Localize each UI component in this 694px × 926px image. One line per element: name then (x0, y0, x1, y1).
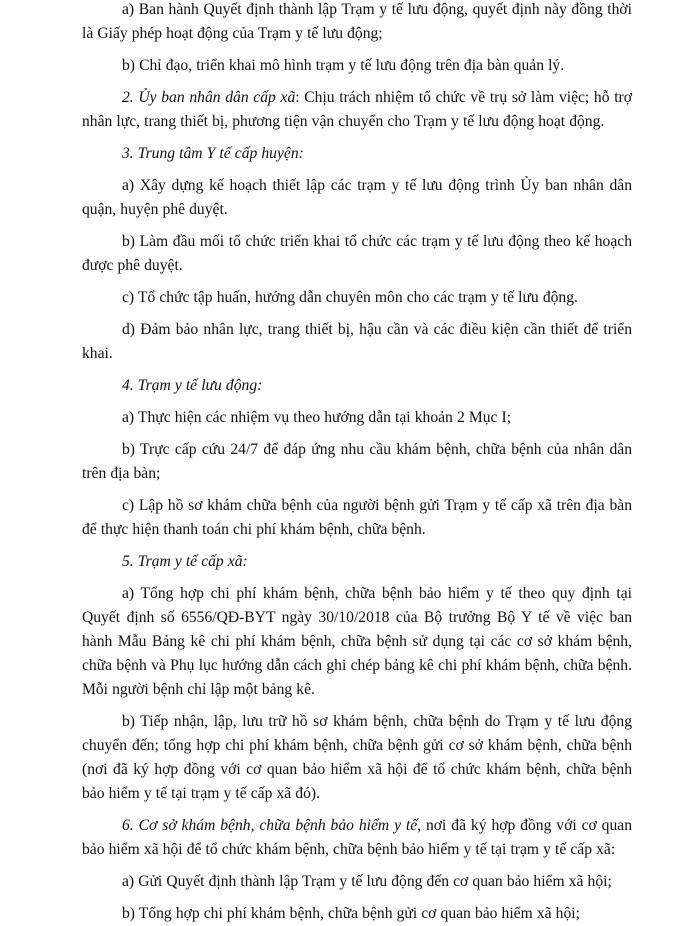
paragraph-3b: b) Làm đầu mối tổ chức triển khai tổ chức các trạm y tế lưu động theo kế hoạch được phê duyệt. (82, 233, 632, 274)
paragraph-section-4-heading (82, 374, 632, 398)
paragraph-1b: b) Chỉ đạo, triển khai mô hình trạm y tế lưu động trên địa bàn quản lý. (122, 57, 565, 74)
paragraph-1a: a) Ban hành Quyết định thành lập Trạm y tế lưu động, quyết định này đồng thời là Giấy phép hoạt động của Trạm y tế lưu động; (82, 1, 632, 42)
paragraph-3a: a) Xây dựng kế hoạch thiết lập các trạm y tế lưu động trình Ủy ban nhân dân quận, huyện phê duyệt. (82, 177, 632, 218)
section-6-heading: 6. Cơ sở khám bệnh, chữa bệnh bảo hiểm y tế (122, 817, 418, 834)
section-4-heading: 4. Trạm y tế lưu động: (122, 377, 263, 394)
section-3-heading: 3. Trung tâm Y tế cấp huyện: (122, 145, 304, 162)
paragraph-4c: c) Lập hồ sơ khám chữa bệnh của người bệnh gửi Trạm y tế cấp xã trên địa bàn để thực hiện thanh toán chi phí khám bệnh, chữa bệnh. (82, 497, 632, 538)
section-5-heading: 5. Trạm y tế cấp xã: (122, 553, 248, 570)
paragraph-4b: b) Trực cấp cứu 24/7 để đáp ứng nhu cầu khám bệnh, chữa bệnh của nhân dân trên địa bàn; (82, 441, 632, 482)
paragraph-section-3-heading (82, 142, 632, 166)
section-2-heading: 2. Ủy ban nhân dân cấp xã (122, 89, 296, 106)
paragraph-4a: a) Thực hiện các nhiệm vụ theo hướng dẫn tại khoản 2 Mục I; (122, 409, 512, 426)
paragraph-5b: b) Tiếp nhận, lập, lưu trữ hồ sơ khám bệnh, chữa bệnh do Trạm y tế lưu động chuyển đến; tổng hợp chi phí khám bệnh, chữa bệnh gửi cơ sở khám bệnh, chữa bệnh (nơi đã ký hợp đồng với cơ quan bảo hiểm xã hội để tổ chức khám bệnh, chữa bệnh bảo hiểm y tế tại trạm y tế cấp xã đó). (82, 713, 632, 802)
paragraph-6b: b) Tổng hợp chi phí khám bệnh, chữa bệnh gửi cơ quan bảo hiểm xã hội; (122, 905, 580, 922)
paragraph-section-5-heading (82, 550, 632, 574)
paragraph-section-6: 6. Cơ sở khám bệnh, chữa bệnh bảo hiểm y tế, nơi đã ký hợp đồng với cơ quan bảo hiểm xã hội để tổ chức khám bệnh, chữa bệnh bảo hiểm y tế tại trạm y tế cấp xã: (82, 817, 632, 858)
paragraph-3d: d) Đảm bảo nhân lực, trang thiết bị, hậu cần và các điều kiện cần thiết để triển khai. (82, 321, 632, 362)
paragraph-5a: a) Tổng hợp chi phí khám bệnh, chữa bệnh bảo hiểm y tế theo quy định tại Quyết định số 6556/QĐ-BYT ngày 30/10/2018 của Bộ trưởng Bộ Y tế về việc ban hành Mẫu Bảng kê chi phí khám bệnh, chữa bệnh sử dụng tại các cơ sở khám bệnh, chữa bệnh và Phụ lục hướng dẫn cách ghi chép bảng kê chi phí khám bệnh, chữa bệnh. Mỗi người bệnh chỉ lập một bảng kê. (82, 585, 632, 698)
paragraph-section-2: 2. Ủy ban nhân dân cấp xã: Chịu trách nhiệm tổ chức về trụ sở làm việc; hỗ trợ nhân lực, trang thiết bị, phương tiện vận chuyển cho Trạm y tế lưu động hoạt động. (82, 89, 632, 130)
paragraph-3c: c) Tổ chức tập huấn, hướng dẫn chuyên môn cho các trạm y tế lưu động. (122, 289, 578, 306)
paragraph-6a: a) Gửi Quyết định thành lập Trạm y tế lưu động đến cơ quan bảo hiểm xã hội; (122, 873, 612, 890)
